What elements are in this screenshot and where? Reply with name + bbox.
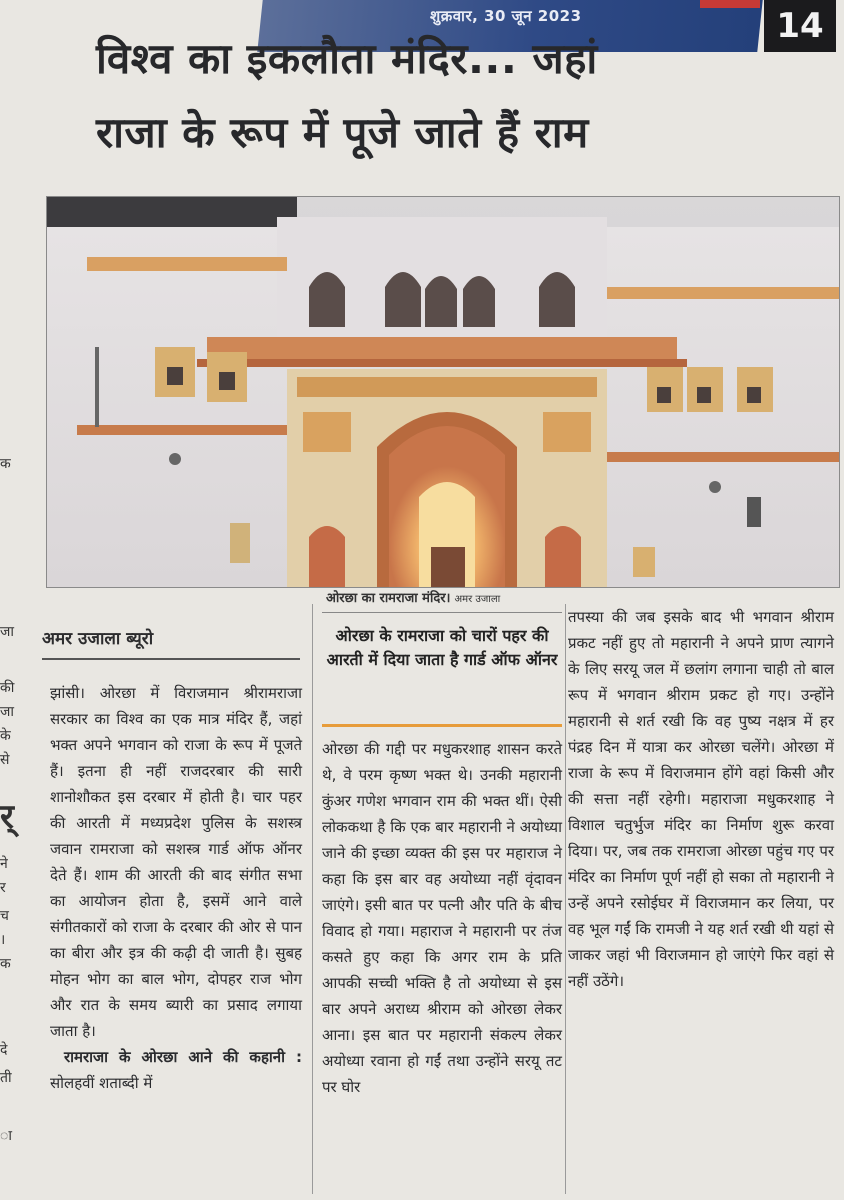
temple-photo (46, 196, 840, 588)
article-column-3 (568, 604, 834, 994)
article-subhead: ओरछा के रामराजा को चारों पहर की आरती में दिया जाता है गार्ड ऑफ ऑनर (326, 626, 558, 669)
fragment: के (0, 728, 11, 744)
caption-text: ओरछा का रामराजा मंदिर। (326, 591, 451, 606)
fragment: ती (0, 1070, 12, 1086)
fragment: च (0, 908, 9, 924)
fragment: ने (0, 856, 8, 872)
article-column-1 (50, 680, 302, 1096)
caption-credit: अमर उजाला (454, 594, 501, 605)
headline-line-2: राजा के रूप में पूजे जाते हैं राम (96, 108, 589, 157)
date-line: शुक्रवार, 30 जून 2023 (430, 7, 582, 25)
subhead-accent-rule (322, 724, 562, 727)
fragment: र (0, 880, 6, 896)
photo-caption (326, 588, 500, 606)
fragment: से (0, 752, 10, 768)
byline: अमर उजाला ब्यूरो (42, 629, 154, 649)
fragment: क (0, 956, 11, 972)
fragment: जा (0, 704, 15, 720)
article-paragraph: ओरछा की गद्दी पर मधुकरशाह शासन करते थे, वे परम कृष्ण भक्त थे। उनकी महारानी कुंअर गणेश भगवान राम की भक्त थीं। ऐसी लोककथा है कि एक बार महारानी ने अयोध्या जाने की इच्छा व्यक्त की इस पर महाराज ने कहा कि इस बार वह अयोध्या नहीं वृंदावन जाएंगे। इसी बात पर पत्नी और पति के बीच विवाद हो गया। महाराज ने महारानी पर तंज कसते हुए कहा कि अगर राम के प्रति आपकी सच्ची भक्ति है तो अयोध्या से इस बार अपने अराध्य श्रीराम को ओरछा लेकर आना। इस बात पर महारानी संकल्प लेकर अयोध्या रवाना हो गईं तथा उन्होंने सरयू तट पर घोर (322, 740, 562, 1096)
column-divider (565, 604, 566, 1194)
fragment: की (0, 680, 15, 696)
headline (96, 22, 836, 170)
fragment: दे (0, 1042, 8, 1058)
article-paragraph: झांसी। ओरछा में विराजमान श्रीरामराजा सरकार का विश्व का एक मात्र मंदिर हैं, जहां भक्त अपने भगवान को राजा के रूप में पूजते हैं। इतना ही नहीं राजदरबार की सारी शानोशौकत इस दरबार में होती है। चार पहर की आरती में मध्यप्रदेश पुलिस के सशस्त्र जवान रामराजा को सशस्त्र गार्ड ऑफ ऑनर देते हैं। शाम की आरती की बाद संगीत सभा का आयोजन होता है, इसमें आने वाले संगीतकारों को राजा के दरबार की ओर से पान का बीरा और इत्र की कढ़ी दी जाती है। सुबह मोहन भोग का बाल भोग, दोपहर राज भोग और रात के समय ब्यारी का प्रसाद लगाया जाता है। (50, 684, 302, 1040)
subhead-top-rule (322, 612, 562, 613)
fragment: ा (0, 1128, 12, 1144)
article-paragraph: तपस्या की जब इसके बाद भी भगवान श्रीराम प्रकट नहीं हुए तो महारानी ने अपने प्राण त्यागने के लिए सरयू जल में छलांग लगाना चाही तो बाल रूप में भगवान श्रीराम प्रकट हो गए। उन्होंने महारानी से शर्त रखी कि वह पुष्य नक्षत्र में हर पंद्रह दिन में यात्रा कर ओरछा चलेंगे। ओरछा में राजा के रूप में विराजमान होंगे वहां किसी और की सत्ता नहीं रहेगी। महाराजा मधुकरशाह ने विशाल चतुर्भुज मंदिर का निर्माण शुरू करवा दिया। पर, जब तक रामराजा ओरछा पहुंच गए पर मंदिर का निर्माण पूर्ण नहीं हो सका तो महारानी ने उन्हें अपने रसोईघर में विराजमान कर लिया, पर वह भूल गईं कि रामजी ने यह शर्त रखी थी यहां से जाकर जहां भी विराजमान हो जाएंगे फिर वहां से नहीं उठेंगे। (568, 608, 834, 990)
column-divider (312, 604, 313, 1194)
masthead-accent (700, 0, 760, 8)
page-number: 14 (764, 0, 836, 52)
byline-rule (42, 658, 300, 660)
article-continuation: सोलहवीं शताब्दी में (50, 1074, 153, 1092)
inline-subhead: रामराजा के ओरछा आने की कहानी : (64, 1048, 302, 1066)
fragment: । (0, 932, 6, 948)
article-column-2 (322, 736, 562, 1100)
fragment: क (0, 456, 11, 472)
fragment: र् (0, 797, 14, 837)
headline-line-1: विश्व का इकलौता मंदिर... जहां (96, 34, 598, 83)
fragment: जा (0, 624, 15, 640)
